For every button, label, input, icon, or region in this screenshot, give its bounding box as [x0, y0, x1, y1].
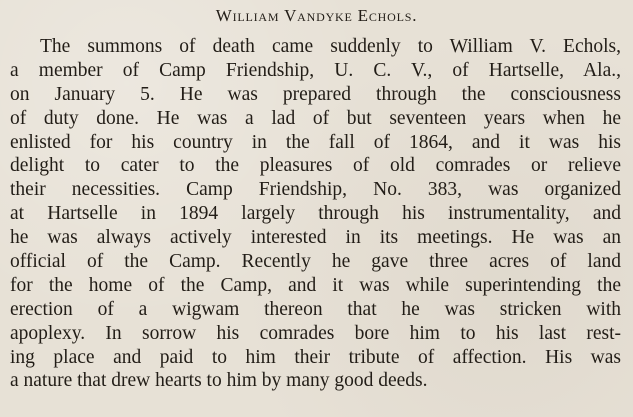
body-line-14: ing place and paid to him their tribute of affection. His was — [10, 346, 621, 368]
body-line-4: of duty done. He was a lad of but seventeen years when he — [10, 107, 621, 129]
body-line-1: The summons of death came suddenly to William V. Echols, — [40, 36, 621, 57]
body-line-3: on January 5. He was prepared through the consciousness — [10, 83, 621, 105]
body-line-12: erection of a wigwam thereon that he was stricken with — [10, 298, 621, 320]
body-line-10: official of the Camp. Recently he gave three acres of land — [10, 251, 621, 273]
body-line-8: at Hartselle in 1894 largely through his instrumentality, and — [10, 203, 621, 225]
body-line-15: a nature that drew hearts to him by many good deeds. — [10, 370, 428, 392]
body-line-2: a member of Camp Friendship, U. C. V., of Hartselle, Ala., — [10, 59, 621, 81]
article-title: William Vandyke Echols. — [215, 6, 418, 25]
article-body — [10, 35, 621, 393]
body-line-6: delight to cater to the pleasures of old comrades or relieve — [10, 155, 621, 177]
body-line-13: apoplexy. In sorrow his comrades bore him to his last rest- — [10, 322, 621, 344]
body-line-5: enlisted for his country in the fall of 1864, and it was his — [10, 131, 621, 153]
body-line-9: he was always actively interested in its meetings. He was an — [10, 227, 621, 249]
body-line-11: for the home of the Camp, and it was while superintending the — [10, 274, 621, 296]
body-line-7: their necessities. Camp Friendship, No. 383, was organized — [10, 179, 621, 201]
